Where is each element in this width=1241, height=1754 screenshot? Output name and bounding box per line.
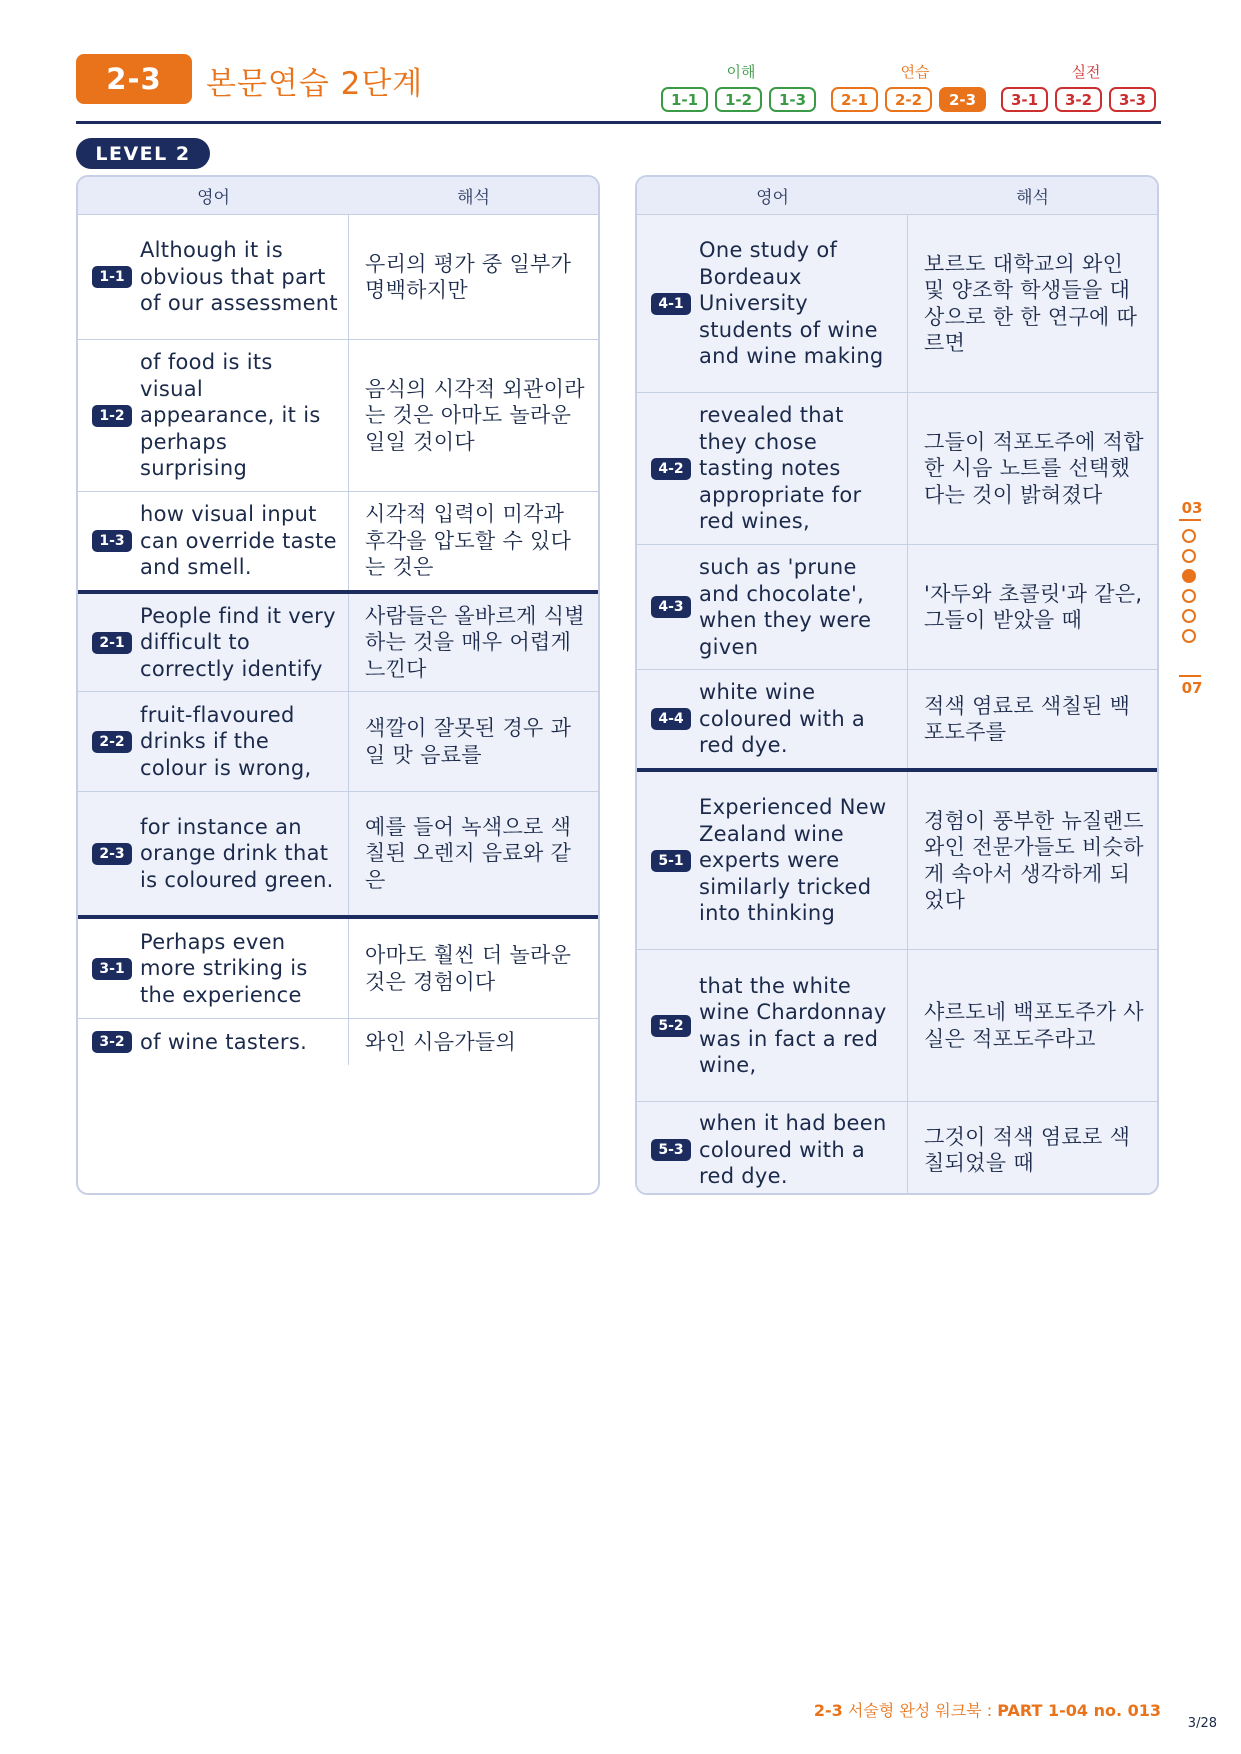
korean-translation: 보르도 대학교의 와인 및 양조학 학생들을 대상으로 한 한 연구에 따르면 xyxy=(924,251,1138,355)
right-sentence-table xyxy=(635,175,1159,1195)
korean-translation: 경험이 풍부한 뉴질랜드 와인 전문가들도 비슷하게 속아서 생각하게 되었다 xyxy=(924,808,1144,912)
nav-button-2-1[interactable]: 2-1 xyxy=(831,87,878,112)
header-divider xyxy=(76,121,1161,124)
table-row xyxy=(637,393,1157,545)
english-phrase: One study of Bordeaux University students of wine and wine making xyxy=(699,238,884,369)
table-row xyxy=(637,670,1157,772)
sentence-number-badge: 4-4 xyxy=(651,708,691,730)
nav-button-1-2[interactable]: 1-2 xyxy=(715,87,762,112)
table-row xyxy=(637,772,1157,950)
english-phrase: that the white wine Chardonnay was in fact a red wine, xyxy=(699,973,887,1077)
tracker-step-dot-current xyxy=(1182,569,1196,583)
nav-button-1-3[interactable]: 1-3 xyxy=(769,87,816,112)
korean-translation: 와인 시음가들의 xyxy=(365,1029,517,1054)
korean-translation: 적색 염료로 색칠된 백포도주를 xyxy=(924,693,1131,744)
korean-translation: 우리의 평가 중 일부가 명백하지만 xyxy=(365,251,572,302)
sentence-number-badge: 4-2 xyxy=(651,458,691,480)
table-header xyxy=(637,177,1157,215)
english-phrase: revealed that they chose tasting notes appropriate for red wines, xyxy=(699,403,862,534)
english-phrase: Although it is obvious that part of our assessment xyxy=(140,238,338,316)
nav-button-3-3[interactable]: 3-3 xyxy=(1109,87,1156,112)
page-number: 3/28 xyxy=(1187,1716,1217,1731)
table-row xyxy=(78,692,598,792)
korean-translation: 그것이 적색 염료로 색칠되었을 때 xyxy=(924,1124,1131,1175)
tracker-step-dot xyxy=(1182,629,1196,643)
nav-button-2-2[interactable]: 2-2 xyxy=(885,87,932,112)
table-row xyxy=(637,215,1157,393)
nav-group-label-practice: 연습 xyxy=(900,63,930,81)
nav-button-3-1[interactable]: 3-1 xyxy=(1001,87,1048,112)
nav-group-label-actual: 실전 xyxy=(1071,63,1101,81)
english-phrase: Experienced New Zealand wine experts were similarly tricked into thinking xyxy=(699,795,887,926)
english-phrase: of wine tasters. xyxy=(140,1029,308,1054)
sentence-number-badge: 5-1 xyxy=(651,850,691,872)
tracker-end-number: 07 xyxy=(1181,679,1203,697)
table-row xyxy=(78,594,598,692)
table-row xyxy=(78,215,598,340)
table-row xyxy=(637,545,1157,670)
footer-part-number: PART 1-04 no. 013 xyxy=(997,1701,1161,1720)
english-phrase: fruit-flavoured drinks if the colour is wrong, xyxy=(140,702,312,780)
nav-button-2-3[interactable]: 2-3 xyxy=(939,87,986,112)
column-header-korean: 해석 xyxy=(457,188,490,208)
table-row xyxy=(78,492,598,594)
table-row xyxy=(78,792,598,919)
tracker-step-dot xyxy=(1182,529,1196,543)
korean-translation: 샤르도네 백포도주가 사실은 적포도주라고 xyxy=(924,1000,1144,1051)
table-header xyxy=(78,177,598,215)
table-row xyxy=(637,1102,1157,1195)
sentence-number-badge: 1-3 xyxy=(92,530,132,552)
korean-translation: 사람들은 올바르게 식별하는 것을 매우 어렵게 느낀다 xyxy=(365,603,585,681)
sentence-number-badge: 5-2 xyxy=(651,1015,691,1037)
sentence-number-badge: 1-2 xyxy=(92,405,132,427)
sentence-number-badge: 3-2 xyxy=(92,1031,132,1053)
korean-translation: 음식의 시각적 외관이라는 것은 아마도 놀라운 일일 것이다 xyxy=(365,376,585,454)
tracker-rule-top xyxy=(1179,519,1201,521)
english-phrase: how visual input can override taste and smell. xyxy=(140,502,337,580)
column-header-english: 영어 xyxy=(756,188,789,208)
table-row xyxy=(78,340,598,492)
english-phrase: when it had been coloured with a red dye. xyxy=(699,1111,887,1189)
nav-button-1-1[interactable]: 1-1 xyxy=(661,87,708,112)
korean-translation: '자두와 초콜릿'과 같은, 그들이 받았을 때 xyxy=(924,581,1143,632)
english-phrase: People find it very difficult to correctly identify xyxy=(140,603,336,681)
lesson-code-badge: 2-3 xyxy=(76,54,192,104)
column-header-korean: 해석 xyxy=(1016,188,1049,208)
sentence-number-badge: 2-1 xyxy=(92,632,132,654)
sentence-number-badge: 5-3 xyxy=(651,1139,691,1161)
english-phrase: white wine coloured with a red dye. xyxy=(699,680,866,758)
sentence-number-badge: 1-1 xyxy=(92,266,132,288)
english-phrase: for instance an orange drink that is coloured green. xyxy=(140,814,334,892)
table-row xyxy=(78,919,598,1019)
tracker-step-dot xyxy=(1182,609,1196,623)
left-sentence-table xyxy=(76,175,600,1195)
tracker-rule-bottom xyxy=(1179,675,1201,677)
korean-translation: 색깔이 잘못된 경우 과일 맛 음료를 xyxy=(365,716,572,767)
korean-translation: 아마도 훨씬 더 놀라운 것은 경험이다 xyxy=(365,943,572,994)
footer-lesson-code: 2-3 xyxy=(813,1701,843,1720)
column-header-english: 영어 xyxy=(197,188,230,208)
english-phrase: such as 'prune and chocolate', when they were given xyxy=(699,555,872,659)
level-badge: LEVEL 2 xyxy=(76,138,210,169)
sentence-number-badge: 4-1 xyxy=(651,293,691,315)
korean-translation: 예를 들어 녹색으로 색칠된 오렌지 음료와 같은 xyxy=(365,814,572,892)
tracker-step-dot xyxy=(1182,589,1196,603)
page-title: 본문연습 2단계 xyxy=(206,66,424,102)
nav-group-label-understand: 이해 xyxy=(726,63,756,81)
tracker-start-number: 03 xyxy=(1181,499,1203,517)
nav-button-3-2[interactable]: 3-2 xyxy=(1055,87,1102,112)
english-phrase: Perhaps even more striking is the experience xyxy=(140,929,308,1007)
sentence-number-badge: 3-1 xyxy=(92,958,132,980)
table-row xyxy=(637,950,1157,1102)
table-row xyxy=(78,1019,598,1065)
sentence-number-badge: 2-2 xyxy=(92,731,132,753)
footer-book-name: 서술형 완성 워크북 : xyxy=(847,1701,998,1720)
footer-book-title xyxy=(814,1698,1161,1721)
korean-translation: 그들이 적포도주에 적합한 시음 노트를 선택했다는 것이 밝혀졌다 xyxy=(924,429,1144,507)
english-phrase: of food is its visual appearance, it is perhaps surprising xyxy=(140,350,321,481)
sentence-number-badge: 2-3 xyxy=(92,843,132,865)
tracker-step-dot xyxy=(1182,549,1196,563)
korean-translation: 시각적 입력이 미각과 후각을 압도할 수 있다는 것은 xyxy=(365,502,572,580)
sentence-number-badge: 4-3 xyxy=(651,596,691,618)
